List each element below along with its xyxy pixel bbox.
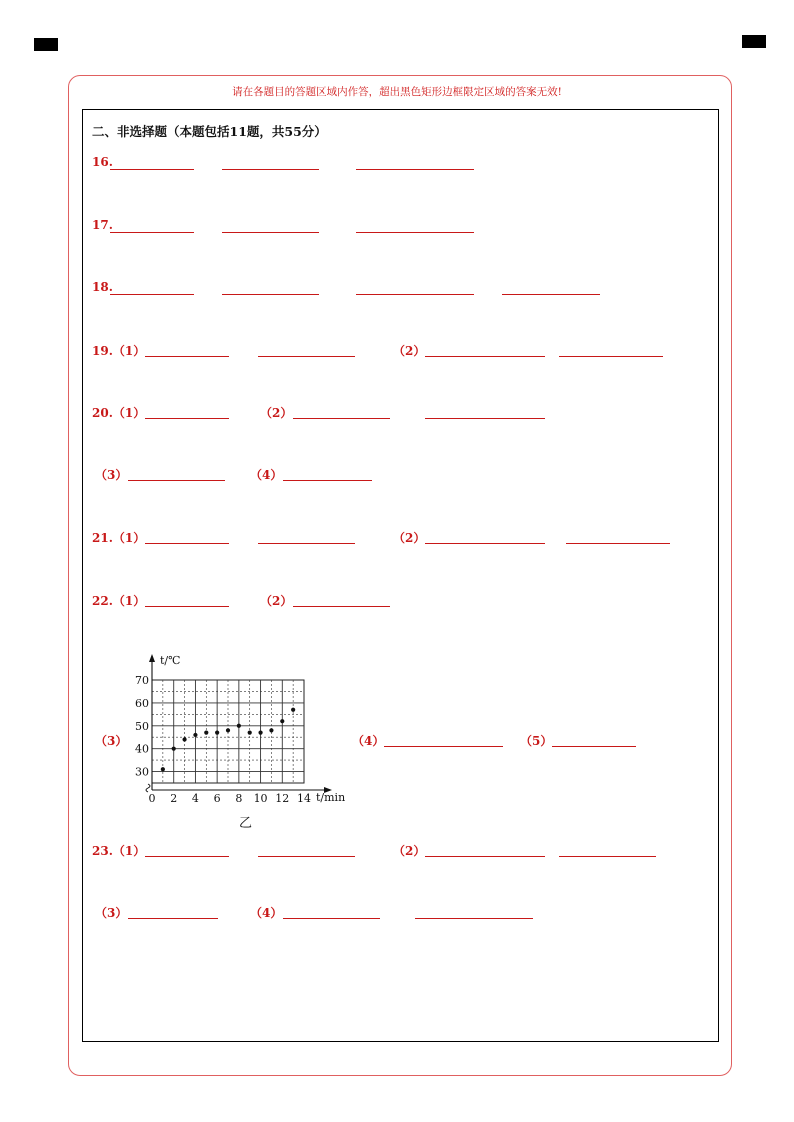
chart-point <box>291 708 295 712</box>
q19-1-label: 19.（1） <box>92 344 146 358</box>
q22-3-label: （3） <box>95 734 128 748</box>
chart-point <box>280 719 284 723</box>
q17-label: 17. <box>92 218 113 232</box>
q22-4-label: （4） <box>352 734 385 748</box>
section-title: 二、非选择题（本题包括11题，共55分） <box>92 124 327 139</box>
q23-1-blank-1[interactable] <box>145 856 229 857</box>
chart-point <box>258 731 262 735</box>
temperature-time-chart <box>135 650 368 810</box>
chart-x-tick-label: 2 <box>170 792 178 805</box>
q20-3-blank-1[interactable] <box>128 480 225 481</box>
q20-2-label: （2） <box>260 406 293 420</box>
q22-1-label: 22.（1） <box>92 594 146 608</box>
q18-blank-2[interactable] <box>222 294 319 295</box>
chart-point <box>172 747 176 751</box>
q17-blank-3[interactable] <box>356 232 474 233</box>
q18-blank-1[interactable] <box>110 294 194 295</box>
q17-blank-1[interactable] <box>110 232 194 233</box>
q19-2-blank-2[interactable] <box>559 356 663 357</box>
chart-point <box>204 731 208 735</box>
q20-3-label: （3） <box>95 468 128 482</box>
q20-2-blank-1[interactable] <box>293 418 390 419</box>
answer-area-notice: 请在各题目的答题区域内作答，超出黑色矩形边框限定区域的答案无效! <box>232 86 562 98</box>
chart-point <box>215 731 219 735</box>
chart-point <box>226 728 230 732</box>
q16-blank-3[interactable] <box>356 169 474 170</box>
q18-blank-3[interactable] <box>356 294 474 295</box>
q23-3-label: （3） <box>95 906 128 920</box>
q18-blank-4[interactable] <box>502 294 600 295</box>
chart-point <box>269 728 273 732</box>
chart-point <box>193 733 197 737</box>
chart-ticks <box>135 674 311 805</box>
q19-1-blank-2[interactable] <box>258 356 355 357</box>
q23-4-blank-2[interactable] <box>415 918 533 919</box>
chart-x-tick-label: 8 <box>235 792 243 805</box>
chart-y-tick-label: 50 <box>135 719 149 733</box>
q23-2-label: （2） <box>393 844 426 858</box>
q20-4-label: （4） <box>250 468 283 482</box>
q21-1-blank-1[interactable] <box>145 543 229 544</box>
q22-2-label: （2） <box>260 594 293 608</box>
chart-point <box>182 737 186 741</box>
q23-2-blank-1[interactable] <box>425 856 545 857</box>
q23-2-blank-2[interactable] <box>559 856 656 857</box>
q19-2-blank-1[interactable] <box>425 356 545 357</box>
q21-2-blank-1[interactable] <box>425 543 545 544</box>
chart-y-tick-label: 30 <box>135 765 149 779</box>
q20-2-blank-2[interactable] <box>425 418 545 419</box>
chart-point <box>161 767 165 771</box>
registration-mark-right <box>742 35 766 48</box>
q23-1-blank-2[interactable] <box>258 856 355 857</box>
chart-x-axis-label: t/min <box>316 791 346 804</box>
chart-x-tick-label: 10 <box>253 792 268 805</box>
chart-y-axis-label: t/℃ <box>160 654 181 667</box>
q16-blank-1[interactable] <box>110 169 194 170</box>
q23-3-blank-1[interactable] <box>128 918 218 919</box>
q21-1-label: 21.（1） <box>92 531 146 545</box>
q20-1-blank-1[interactable] <box>145 418 229 419</box>
q23-1-label: 23.（1） <box>92 844 146 858</box>
chart-y-tick-label: 60 <box>135 696 149 710</box>
q19-2-label: （2） <box>393 344 426 358</box>
q17-blank-2[interactable] <box>222 232 319 233</box>
q20-4-blank-1[interactable] <box>283 480 372 481</box>
registration-mark-left <box>34 38 58 51</box>
q22-1-blank-1[interactable] <box>145 606 229 607</box>
chart-y-tick-label: 40 <box>135 742 149 756</box>
q16-blank-2[interactable] <box>222 169 319 170</box>
q20-1-label: 20.（1） <box>92 406 146 420</box>
q21-2-label: （2） <box>393 531 426 545</box>
q22-5-blank-1[interactable] <box>552 746 636 747</box>
q18-label: 18. <box>92 280 113 294</box>
answer-region-box <box>82 109 719 1042</box>
q22-4-blank-1[interactable] <box>384 746 503 747</box>
q23-4-blank-1[interactable] <box>283 918 380 919</box>
q22-5-label: （5） <box>520 734 553 748</box>
q23-4-label: （4） <box>250 906 283 920</box>
chart-x-tick-label: 4 <box>191 792 199 805</box>
chart-y-tick-label: 70 <box>135 674 149 687</box>
q21-2-blank-2[interactable] <box>566 543 670 544</box>
chart-axis-break <box>146 784 150 792</box>
chart-x-tick-label: 12 <box>275 792 290 805</box>
chart-x-tick-label: 0 <box>148 792 156 805</box>
chart-x-tick-label: 6 <box>213 792 221 805</box>
chart-caption: 乙 <box>239 816 253 831</box>
chart-point <box>237 724 241 728</box>
q16-label: 16. <box>92 155 113 169</box>
q19-1-blank-1[interactable] <box>145 356 229 357</box>
chart-point <box>248 731 252 735</box>
q21-1-blank-2[interactable] <box>258 543 355 544</box>
chart-x-tick-label: 14 <box>297 792 311 805</box>
q22-2-blank-1[interactable] <box>293 606 390 607</box>
chart-y-arrow <box>149 654 155 662</box>
